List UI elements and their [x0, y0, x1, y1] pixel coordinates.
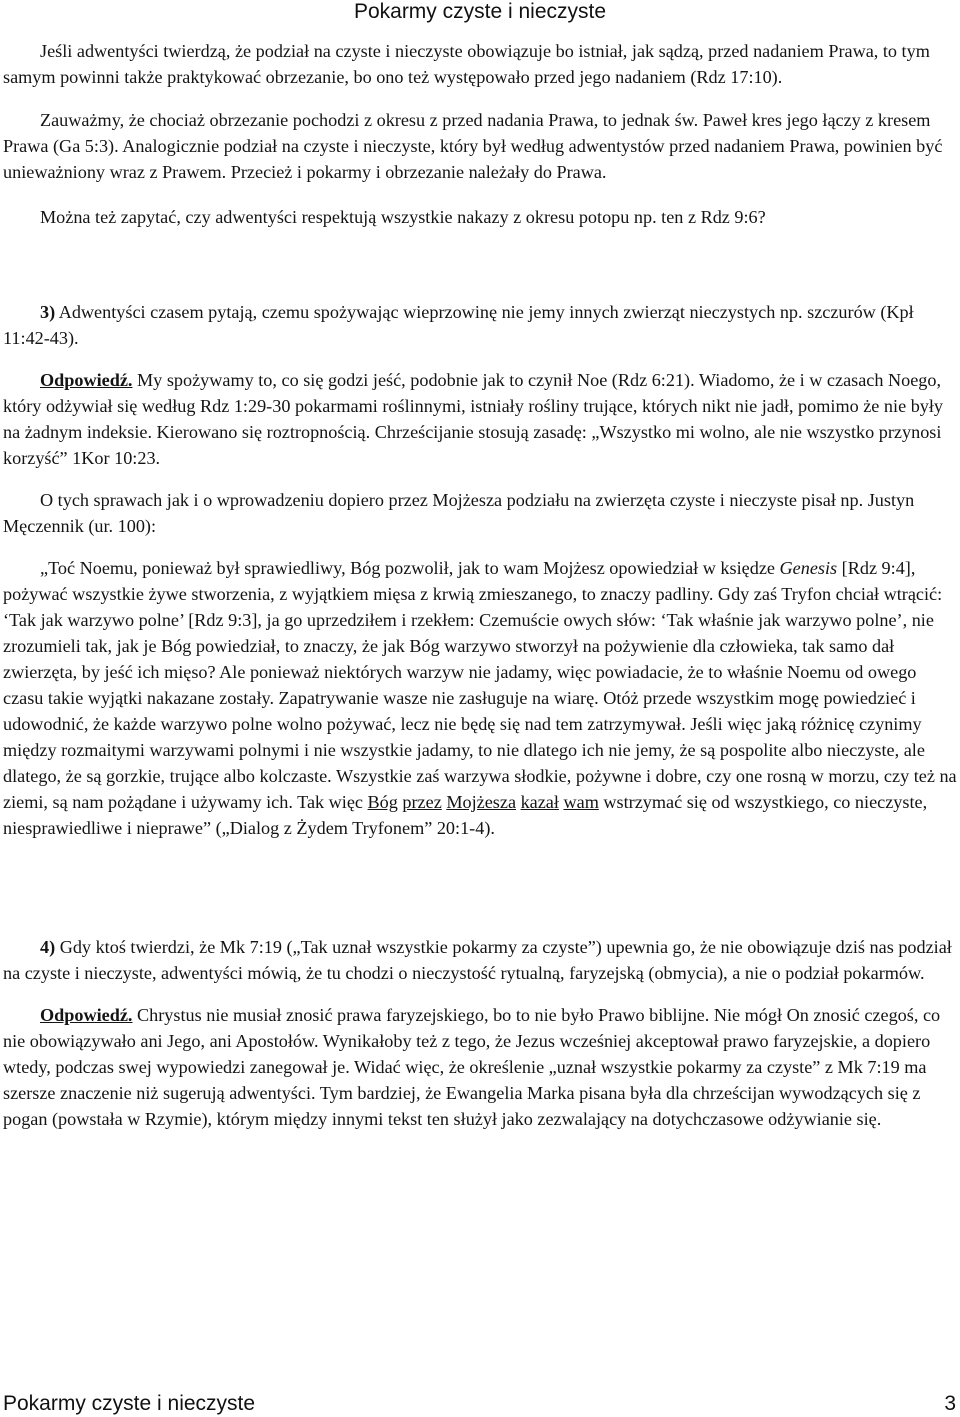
page-footer-title: Pokarmy czyste i nieczyste: [3, 1392, 256, 1415]
answer-3-label: Odpowiedź.: [40, 370, 133, 390]
quote-justyn: [3, 555, 957, 841]
page-header-title: Pokarmy czyste i nieczyste: [353, 0, 607, 23]
question-3: [3, 299, 957, 351]
answer-4: [3, 1002, 957, 1132]
question-4: [3, 934, 957, 986]
answer-4-text: Chrystus nie musiał znosić prawa faryzejskiego, bo to nie było Prawo biblijne. Nie mógł On znosić czegoś, co nie obowiązywało ani Jego, ani Apostołów. Wynikałoby też z tego, że Jezus wcześniej akceptował prawo faryzejskie, a dopiero wtedy, podczas swej wypowiedzi zanegował je. Widać więc, że określenie „uznał wszystkie pokarmy za czyste” z Mk 7:19 ma szersze znaczenie niż sugerują adwentyści. Tym bardziej, że Ewangelia Marka pisana była dla chrześcijan wywodzących się z pogan (powstała w Rzymie), którym między innymi tekst ten służył jako zezwalający na dotychczasowe odżywianie się.: [3, 1005, 941, 1129]
quote-underlined-word: kazał: [520, 792, 559, 812]
question-3-number: 3): [40, 302, 56, 322]
answer-3: [3, 367, 957, 471]
quote-underlined-word: Bóg: [367, 792, 398, 812]
question-4-number: 4): [40, 937, 56, 957]
quote-genesis: Genesis: [779, 558, 838, 578]
quote-underlined-word: wam: [563, 792, 599, 812]
quote-end: wstrzymać się od wszystkiego, co nieczyste, niesprawiedliwe i nieprawe” („Dialog z Żydem Tryfonem” 20:1-4).: [3, 792, 928, 838]
document-body: [3, 38, 957, 1132]
answer-3-text: My spożywamy to, co się godzi jeść, podobnie jak to czynił Noe (Rdz 6:21). Wiadomo, że i w czasach Noego, który odżywiał się według Rdz 1:29-30 pokarmami roślinnymi, istniały rośliny trujące, których nikt nie jadł, pomimo że nie były na żadnym indeksie. Kierowano się roztropnością. Chrześcijanie stosują zasadę: „Wszystko mi wolno, ale nie wszystko przynosi korzyść” 1Kor 10:23.: [3, 370, 944, 468]
page-number: 3: [944, 1392, 956, 1415]
answer-4-label: Odpowiedź.: [40, 1005, 133, 1025]
question-3-text: Adwentyści czasem pytają, czemu spożywając wieprzowinę nie jemy innych zwierząt nieczystych np. szczurów (Kpł 11:42-43).: [3, 302, 914, 348]
quote-underlined-word: Mojżesza: [446, 792, 517, 812]
paragraph-circumcision: Jeśli adwentyści twierdzą, że podział na czyste i nieczyste obowiązuje bo istniał, jak sądzą, przed nadaniem Prawa, to tym samym powinni także praktykować obrzezanie, bo ono też występowało przed jego nadaniem (Rdz 17:10).: [3, 41, 930, 87]
quote-start: „Toć Noemu, ponieważ był sprawiedliwy, Bóg pozwolił, jak to wam Mojżesz opowiedział w księdze: [40, 558, 780, 578]
paragraph-pawel: Zauważmy, że chociaż obrzezanie pochodzi z okresu z przed nadania Prawa, to jednak św. Paweł kres jego łączy z kresem Prawa (Ga 5:3). Analogicznie podział na czyste i nieczyste, który był według adwentystów przed nadaniem Prawa, powinien być unieważniony wraz z Prawem. Przecież i pokarmy i obrzezanie należały do Prawa.: [3, 110, 943, 182]
paragraph-justyn: O tych sprawach jak i o wprowadzeniu dopiero przez Mojżesza podziału na zwierzęta czyste i nieczyste pisał np. Justyn Męczennik (ur. 100):: [3, 490, 915, 536]
paragraph-flood-question: Można też zapytać, czy adwentyści respektują wszystkie nakazy z okresu potopu np. ten z Rdz 9:6?: [40, 207, 766, 227]
quote-middle: [Rdz 9:4], pożywać wszystkie żywe stworzenia, z wyjątkiem mięsa z krwią zmieszanego, to znaczy padliny. Gdy zaś Tryfon chciał wtrącić: ‘Tak jak warzywo polne’ [Rdz 9:3], ja go uprzedziłem i rzekłem: Czemuście owych słów: ‘Tak właśnie jak warzywo polne’, nie zrozumieli tak, jak je Bóg powiedział, to znaczy, że jak Bóg warzywo stworzył na pożywienie dla człowieka, tak samo dał zwierzęta, by jeść ich mięso? Ale ponieważ niektórych warzyw nie jadamy, więc powiadacie, że to właśnie Noemu od owego czasu takie wyjątki nakazane zostały. Zapatrywanie wasze nie zasługuje na wiarę. Otóż przede wszystkim mogę powiedzieć i udowodnić, że każde warzywo polne wolno pożywać, lecz nie będę się nad tem zatrzymywał. Jeśli więc jaką różnicę czynimy między rozmaitymi warzywami polnymi i nie wszystkie jadamy, to nie dlatego ich nie jemy, że są pospolite albo nieczyste, ale dlatego, że są gorzkie, trujące albo kolczaste. Wszystkie zaś warzywa słodkie, pożywne i dobre, czy one rosną w morzu, czy też na ziemi, są nam pożądane i używamy ich. Tak więc: [3, 558, 957, 812]
question-4-text: Gdy ktoś twierdzi, że Mk 7:19 („Tak uznał wszystkie pokarmy za czyste”) upewnia go, że nie obowiązuje dziś nas podział na czyste i nieczyste, adwentyści mówią, że tu chodzi o nieczystość rytualną, faryzejską (obmycia), a nie o podział pokarmów.: [3, 937, 952, 983]
quote-underlined-word: przez: [402, 792, 442, 812]
